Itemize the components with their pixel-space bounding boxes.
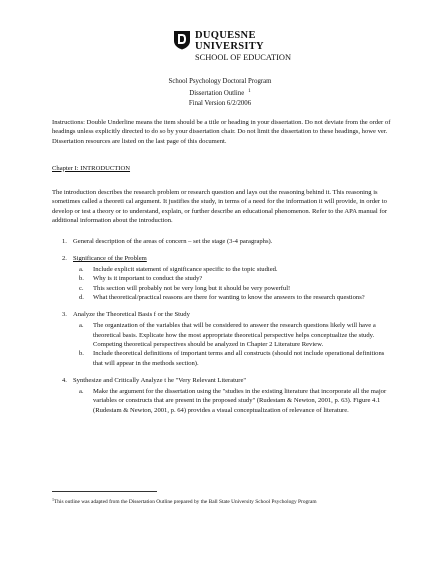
section-title: Synthesize and Critically Analyze t he "Very Relevant Literature" — [73, 376, 247, 384]
document-body — [52, 118, 392, 424]
instructions-paragraph: Instructions: Double Underline means the item should be a title or heading in your dissertation. Do not deviate from the order of headings unless explicitly directed to do so by your dissertation chair. Do not limit the dissertation to these headings, howe ver. Dissertation resources are listed on the last page of this document. — [52, 119, 391, 145]
university-logo — [173, 30, 291, 66]
introduction-paragraph: The introduction describes the research problem or research question and lays out the reasoning behind it. This reasoning is sometimes called a theoreti cal argument. It justifies the study, in terms of a need for the information it will provide, in order to develop or test a theory or to understand, explain, or further describe an educational phenomenon. Refer to the APA manual for additional information about the introduction. — [52, 188, 388, 224]
footnote-divider — [52, 491, 157, 492]
list-item — [79, 293, 392, 302]
section-number: 3. — [62, 311, 67, 319]
list-item — [79, 274, 392, 283]
item-text: Include explicit statement of significance specific to the topic studied. — [93, 266, 278, 274]
section-number: 2. — [62, 255, 67, 263]
logo-line-school: SCHOOL OF EDUCATION — [195, 53, 292, 62]
section-title: Significance of the Problem — [73, 255, 147, 263]
list-item — [79, 387, 392, 415]
item-letter: b. — [79, 275, 84, 283]
chapter-heading: Chapter I: INTRODUCTION — [52, 164, 131, 172]
section-list — [52, 238, 392, 415]
item-text: What theoretical/practical reasons are there for wanting to know the answers to the research questions? — [93, 294, 365, 302]
document-title-line — [0, 87, 440, 99]
item-text: The organization of the variables that will be considered to answer the research questions likely will have a theoretical basis. Explicate how the most appropriate theoretical perspective helps conceptualize the study. Competing theoretical perspectives should be analyzed in Chapter 2 Literature Review. — [93, 322, 376, 348]
section-title: Analyze the Theoretical Basis f or the Study — [73, 311, 190, 319]
section-number: 1. — [62, 238, 67, 246]
footnote-mark: 1 — [52, 497, 54, 502]
item-text: Include theoretical definitions of important terms and all constructs (should not include operational definitions that will appear in the methods section). — [93, 350, 385, 367]
list-item — [79, 265, 392, 274]
document-title: Dissertation Outline — [189, 90, 245, 97]
item-text: This section will probably not be very long but it should be very powerful! — [93, 284, 291, 292]
section-item — [62, 377, 392, 415]
footnote — [52, 495, 392, 507]
footnote-reference: 1 — [248, 89, 251, 94]
section-title: General description of the areas of concern – set the stage (3-4 paragraphs). — [73, 238, 273, 246]
item-letter: b. — [79, 350, 84, 358]
section-item — [62, 255, 392, 302]
item-letter: a. — [79, 322, 84, 330]
section-item — [62, 311, 392, 368]
item-text: Make the argument for the dissertation using the "studies in the existing literature that incorporate all the major variables or constructs that are present in the proposed study" (Rudestam & Newton, 2001, p. 63). Figure 4.1 (Rudestam & Newton, 2001, p. 64) provides a visual conceptualization of relevance of literature. — [93, 387, 387, 414]
item-letter: c. — [79, 284, 84, 292]
subsection-list — [73, 321, 392, 367]
section-item — [62, 238, 392, 246]
logo-line-duquesne: DUQUESNE — [195, 30, 256, 41]
list-item — [79, 321, 392, 349]
version-line: Final Version 6/2/2006 — [188, 100, 252, 107]
list-item — [79, 349, 392, 368]
document-header — [0, 77, 440, 109]
program-name: School Psychology Doctoral Program — [168, 78, 272, 85]
footnote-text: This outline was adapted from the Dissertation Outline prepared by the Ball State University School Psychology Program — [54, 499, 317, 505]
section-number: 4. — [62, 376, 67, 384]
logo-line-university: UNIVERSITY — [195, 41, 264, 52]
university-shield-icon — [173, 30, 191, 50]
subsection-list — [73, 387, 392, 415]
subsection-list — [73, 265, 392, 302]
item-letter: d. — [79, 294, 84, 302]
item-letter: a. — [79, 387, 84, 395]
item-text: Why is it important to conduct the study? — [93, 275, 203, 283]
list-item — [79, 284, 392, 293]
item-letter: a. — [79, 266, 84, 274]
